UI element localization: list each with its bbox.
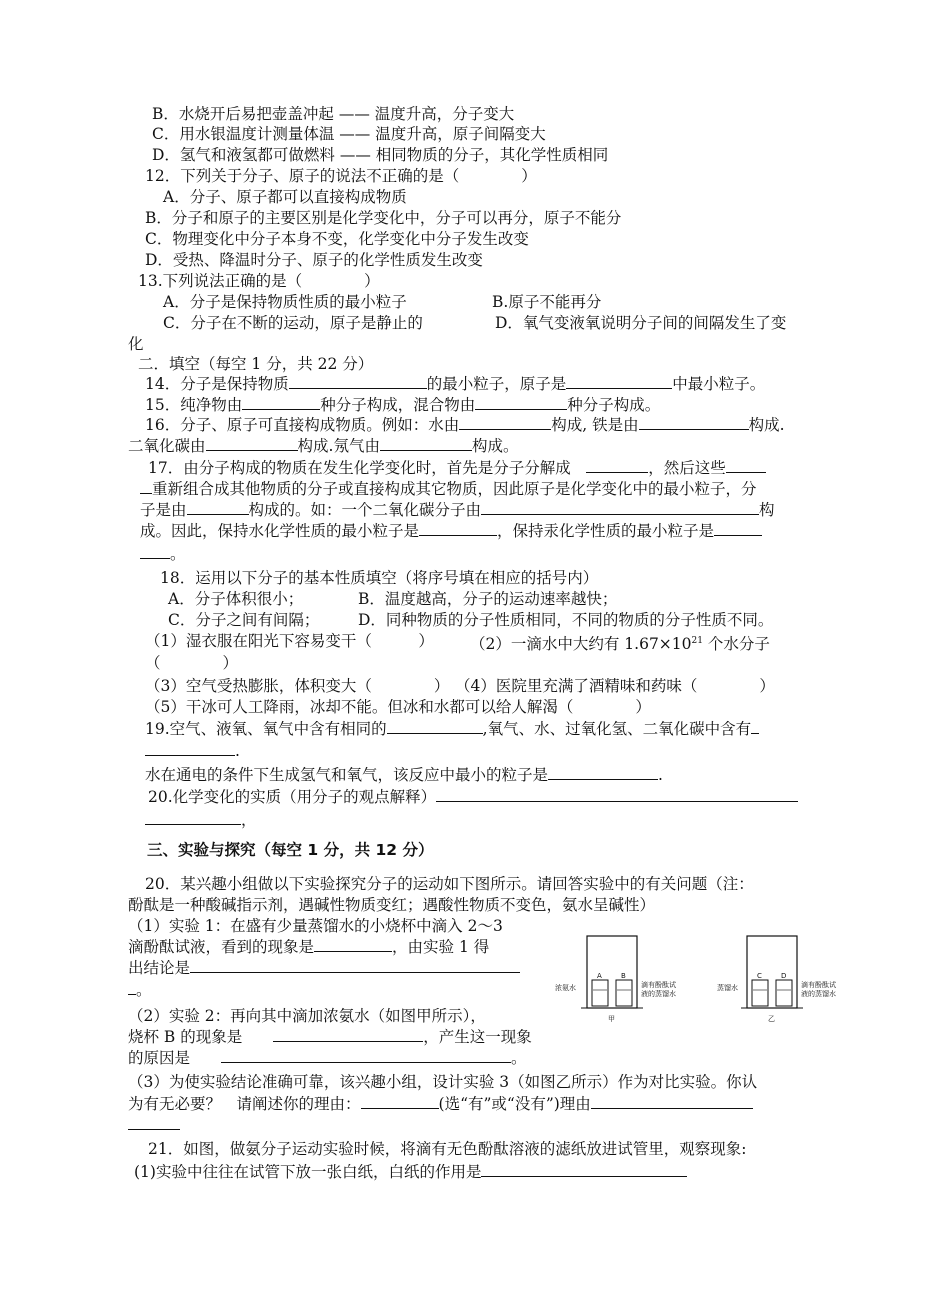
q20-exp2-blank-2[interactable] (221, 1048, 511, 1063)
q19-blank-2a[interactable] (751, 719, 759, 734)
label-d: D (781, 972, 787, 980)
q11-option-c: C．用水银温度计测量体温 —— 温度升高，原子间隔变大 (152, 125, 546, 143)
q18-choice-c: C．分子之间有间隔； (168, 611, 320, 629)
q14: 14．分子是保持物质 的最小粒子，原子是 中最小粒子。 (145, 375, 766, 393)
q20-exp1-line-1: （1）实验 1：在盛有少量蒸馏水的小烧杯中滴入 2～3 (128, 917, 503, 935)
q19-line-2: . (145, 741, 240, 761)
bell-jar-right (747, 936, 797, 1008)
q11-option-b: B．水烧开后易把壶盖冲起 —— 温度升高，分子变大 (152, 105, 515, 123)
q13-option-c: C．分子在不断的运动，原子是静止的 (163, 314, 423, 332)
q20-stem-2: 酚酞是一种酸碱指示剂，遇碱性物质变红；遇酸性物质不变色，氨水呈碱性） (128, 896, 656, 914)
q20-exp2-line-2: 烧杯 B 的现象是 ，产生这一现象 (128, 1028, 532, 1046)
label-right-note-2: 液的蒸馏水 (801, 990, 836, 998)
q15-blank-1[interactable] (242, 395, 320, 410)
q20-exp2-blank-1[interactable] (273, 1027, 423, 1042)
beaker-a (592, 980, 608, 1006)
figure-jia (555, 936, 676, 1023)
q17-line-3: 子是由 构成的。如：一个二氧化碳分子由 构 (140, 501, 775, 519)
section-3-heading: 三、实验与探究（每空 1 分，共 12 分） (147, 841, 434, 859)
figure-yi (717, 936, 836, 1023)
q20-blank-1b[interactable] (145, 810, 241, 825)
label-c: C (757, 972, 762, 980)
caption-jia: 甲 (608, 1015, 615, 1023)
q12-option-a: A．分子、原子都可以直接构成物质 (163, 188, 407, 206)
q13-option-d-wrap: 化 (128, 335, 144, 353)
section-2-heading: 二．填空（每空 1 分，共 22 分） (138, 355, 374, 373)
label-right-reagent: 蒸馏水 (717, 984, 738, 992)
q15-blank-2[interactable] (475, 395, 567, 410)
q20-exp3-line-1: （3）为使实验结论准确可靠，该兴趣小组，设计实验 3（如图乙所示）作为对比实验。你认 (128, 1073, 758, 1091)
q20-chem-change-cont: ， (145, 810, 257, 830)
q13-option-b: B.原子不能再分 (492, 293, 602, 311)
q18-choice-b: B．温度越高，分子的运动速率越快； (358, 590, 618, 608)
experiment-figure (545, 930, 845, 1025)
q13-option-d: D．氧气变液氧说明分子间的间隔发生了变 (495, 314, 787, 332)
label-b: B (621, 972, 626, 980)
label-left-note-1: 滴有酚酞试 (641, 981, 676, 989)
q19-line-3: 水在通电的条件下生成氢气和氧气，该反应中最小的粒子是 . (145, 766, 663, 784)
q18-stem: 18．运用以下分子的基本性质填空（将序号填在相应的括号内） (160, 569, 599, 587)
caption-yi: 乙 (768, 1015, 775, 1023)
q18-item-4: （4）医院里充满了酒精味和药味（ ） (455, 677, 775, 695)
q17-line-2: 重新组合成其他物质的分子或直接构成其它物质，因此原子是化学变化中的最小粒子，分 (140, 479, 757, 499)
q17-blank-6a[interactable] (714, 521, 762, 536)
beaker-c (752, 980, 768, 1006)
q16-blank-4[interactable] (380, 436, 472, 451)
q18-item-3: （3）空气受热膨胀，体积变大（ ） (145, 677, 450, 695)
beaker-b (616, 980, 632, 1006)
label-right-note-1: 滴有酚酞试 (801, 981, 836, 989)
q20-exp1-blank-2a[interactable] (190, 958, 520, 973)
q13-stem: 13.下列说法正确的是（ ） (138, 272, 380, 290)
q20-exp3-line-3 (128, 1115, 180, 1135)
q20-exp1-line-3: 出结论是 (128, 958, 520, 978)
q15: 15．纯净物由 种分子构成，混合物由 种分子构成。 (145, 396, 661, 414)
q17-blank-2a[interactable] (726, 458, 766, 473)
q14-blank-1[interactable] (289, 374, 427, 389)
q17-blank-4[interactable] (481, 500, 759, 515)
label-left-note-2: 液的蒸馏水 (641, 990, 676, 998)
q20-blank-1a[interactable] (436, 787, 798, 802)
q17-line-1: 17．由分子构成的物质在发生化学变化时，首先是分子分解成 ，然后这些 (148, 458, 766, 478)
q12-option-d: D．受热、降温时分子、原子的化学性质发生改变 (145, 251, 483, 269)
q19-blank-1[interactable] (387, 719, 483, 734)
q18-choice-a: A．分子体积很小； (168, 590, 304, 608)
q17-blank-2b[interactable] (140, 479, 152, 494)
q20-exp3-line-2: 为有无必要？ 请阐述你的理由： (选“有”或“没有”)理由 (128, 1094, 753, 1114)
q19-line-1: 19.空气、液氧、氧气中含有相同的 ,氧气、水、过氧化氢、二氧化碳中含有 (145, 719, 759, 739)
q18-choice-d: D．同种物质的分子性质相同，不同的物质的分子性质不同。 (358, 611, 774, 629)
q20-exp2-line-1: （2）实验 2：再向其中滴加浓氨水（如图甲所示）， (128, 1007, 486, 1025)
q20-stem-1: 20．某兴趣小组做以下实验探究分子的运动如下图所示。请回答实验中的有关问题（注： (145, 875, 754, 893)
q19-blank-2b[interactable] (145, 741, 235, 756)
q16-blank-1[interactable] (459, 415, 551, 430)
q16: 16．分子、原子可直接构成物质。例如：水由 构成, 铁是由 构成. (145, 416, 785, 434)
q17-blank-1[interactable] (586, 458, 648, 473)
bell-jar-left (587, 936, 637, 1008)
q12-stem: 12．下列关于分子、原子的说法不正确的是（ ） (145, 167, 537, 185)
q16-blank-2[interactable] (639, 415, 749, 430)
q17-line-5: 。 (140, 544, 186, 564)
q16-blank-3[interactable] (206, 436, 298, 451)
q21-part-1: (1)实验中往往在试管下放一张白纸，白纸的作用是 (134, 1162, 687, 1182)
q17-line-4: 成。因此，保持水化学性质的最小粒子是 ，保持汞化学性质的最小粒子是 (140, 521, 762, 541)
q19-blank-3[interactable] (548, 765, 658, 780)
q20-exp2-line-3: 的原因是 。 (128, 1049, 527, 1067)
q13-option-a: A．分子是保持物质性质的最小粒子 (163, 293, 407, 311)
q20-exp1-line-4: 。 (128, 980, 152, 1000)
q20-exp1-blank-1[interactable] (314, 937, 392, 952)
q20-exp3-blank-1[interactable] (361, 1094, 439, 1109)
q17-blank-6b[interactable] (140, 544, 170, 559)
q16-cont: 二氧化碳由 构成.氖气由 构成。 (128, 437, 519, 455)
q17-blank-3[interactable] (187, 500, 249, 515)
beaker-d (776, 980, 792, 1006)
q20-exp1-line-2: 滴酚酞试液，看到的现象是 ，由实验 1 得 (128, 938, 490, 956)
label-a: A (597, 972, 602, 980)
q20-exp1-blank-2b[interactable] (128, 980, 136, 995)
label-left-reagent: 浓氨水 (555, 984, 576, 992)
q18-item-5: （5）干冰可人工降雨，冰却不能。但冰和水都可以给人解渴（ ） (145, 698, 651, 716)
q12-option-b: B．分子和原子的主要区别是化学变化中，分子可以再分，原子不能分 (145, 209, 622, 227)
q17-blank-5[interactable] (419, 521, 497, 536)
q21-blank-1[interactable] (481, 1162, 687, 1177)
q20-exp3-blank-2a[interactable] (591, 1094, 753, 1109)
q20-exp3-blank-2b[interactable] (128, 1115, 180, 1130)
q18-item-2: （2）一滴水中大约有 $1.67\times 10^{21}$ 个水分子 (470, 635, 770, 654)
q18-item-2-bracket: （ ） (145, 654, 239, 672)
q11-option-d: D．氢气和液氢都可做燃料 —— 相同物质的分子，其化学性质相同 (152, 146, 609, 164)
q14-blank-2[interactable] (566, 374, 672, 389)
q18-item-1: （1）湿衣服在阳光下容易变干（ ） (145, 632, 434, 650)
q21-stem: 21．如图，做氨分子运动实验时候，将滴有无色酚酞溶液的滤纸放进试管里，观察现象: (148, 1140, 747, 1158)
q12-option-c: C．物理变化中分子本身不变，化学变化中分子发生改变 (145, 230, 529, 248)
q20-chem-change: 20.化学变化的实质（用分子的观点解释） (148, 787, 798, 807)
